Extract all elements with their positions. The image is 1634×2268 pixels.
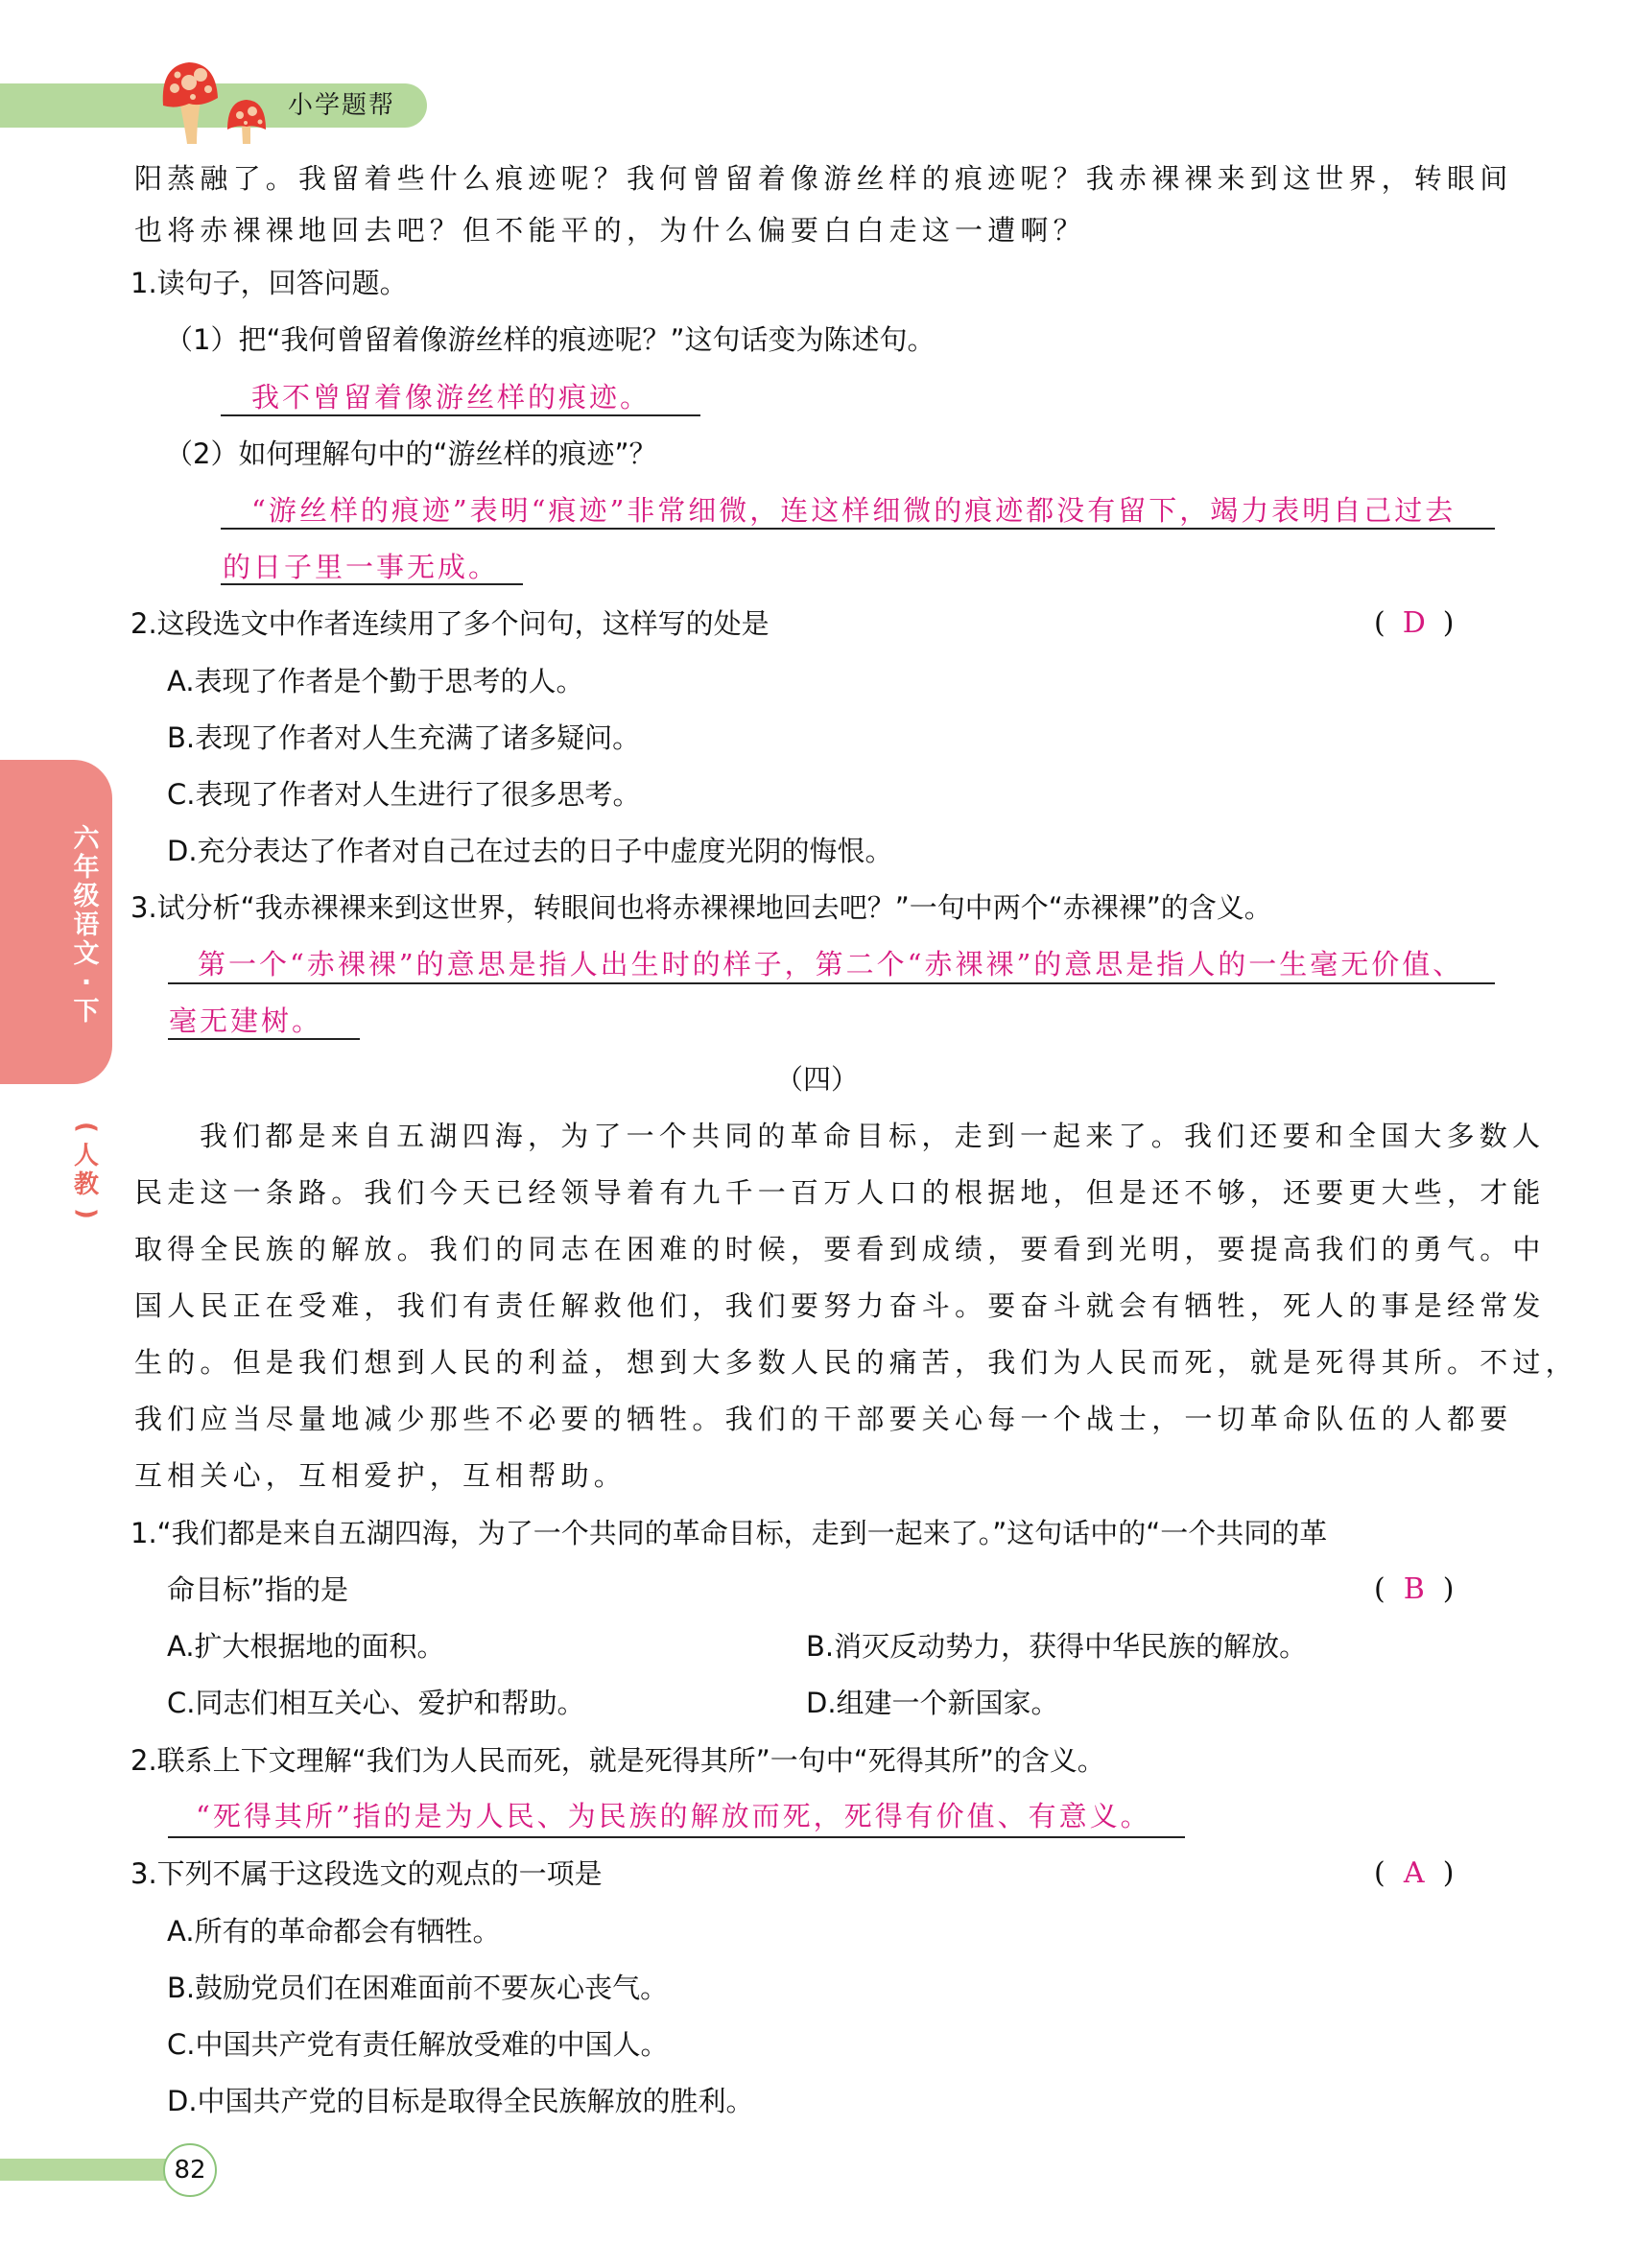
brand-title: 小学题帮 [288, 91, 396, 120]
passage-line: 也将赤裸裸地回去吧？但不能平的，为什么偏要白白走这一遭啊？ [134, 214, 1086, 247]
question-1-stem: 1.“我们都是来自五湖四海，为了一个共同的革命目标，走到一起来了。”这句话中的“一个共同的革 [130, 1517, 1328, 1549]
question-1-sub2-stem: （2）如何理解句中的“游丝样的痕迹”？ [165, 437, 657, 470]
grade-char: 文 [73, 939, 100, 969]
option: B.表现了作者对人生充满了诸多疑问。 [167, 721, 641, 754]
answer-text: 毫无建树。 [169, 1004, 323, 1037]
section-heading: （四） [775, 1063, 860, 1096]
choice-answer: A [1403, 1856, 1425, 1890]
answer-underline [221, 583, 523, 585]
grade-char: 下 [73, 997, 100, 1027]
passage-line: 互相关心，互相爱护，互相帮助。 [134, 1459, 628, 1492]
answer-text: “游丝样的痕迹”表明“痕迹”非常细微，连这样细微的痕迹都没有留下，竭力表明自己过去 [251, 494, 1456, 527]
footer-bar [0, 2159, 173, 2181]
question-2-stem: 2.这段选文中作者连续用了多个问句，这样写的处是 [130, 607, 770, 640]
option: C.表现了作者对人生进行了很多思考。 [167, 778, 641, 811]
passage-line: 阳蒸融了。我留着些什么痕迹呢？我何曾留着像游丝样的痕迹呢？我赤裸裸来到这世界，转眼间 [134, 162, 1513, 195]
option: D.组建一个新国家。 [806, 1687, 1059, 1719]
question-3-stem: 3.试分析“我赤裸裸来到这世界，转眼间也将赤裸裸地回去吧？”一句中两个“赤裸裸”的含义。 [130, 891, 1272, 924]
answer-bracket: ( A ) [1374, 1855, 1454, 1893]
option: B.鼓励党员们在困难面前不要灰心丧气。 [167, 1972, 669, 2004]
option: B.消灭反动势力，获得中华民族的解放。 [806, 1630, 1308, 1663]
page-number: 82 [163, 2143, 217, 2197]
option: C.中国共产党有责任解放受难的中国人。 [167, 2028, 669, 2061]
option: D.充分表达了作者对自己在过去的日子中虚度光阴的悔恨。 [167, 835, 893, 867]
option: A.扩大根据地的面积。 [167, 1630, 445, 1663]
paren-close: ) [72, 1208, 101, 1219]
grade-label [67, 825, 106, 1027]
publisher-label [67, 1113, 106, 1228]
question-2-stem: 2.联系上下文理解“我们为人民而死，就是死得其所”一句中“死得其所”的含义。 [130, 1744, 1105, 1777]
grade-char: 年 [73, 853, 100, 883]
option: D.中国共产党的目标是取得全民族解放的胜利。 [167, 2085, 754, 2117]
answer-bracket: ( B ) [1374, 1571, 1454, 1609]
choice-answer: B [1403, 1572, 1425, 1606]
question-1-stem: 命目标”指的是 [167, 1573, 349, 1606]
passage-line: 民走这一条路。我们今天已经领导着有九千一百万人口的根据地，但是还不够，还要更大些，才能 [134, 1176, 1546, 1209]
answer-text: 的日子里一事无成。 [223, 551, 500, 583]
option: A.所有的革命都会有牺牲。 [167, 1915, 501, 1948]
question-1-stem: 1.读句子，回答问题。 [130, 267, 408, 299]
passage-line: 取得全民族的解放。我们的同志在困难的时候，要看到成绩，要看到光明，要提高我们的勇气。中 [134, 1233, 1546, 1265]
mushroom-logo-icon [158, 58, 283, 149]
grade-char: · [81, 968, 92, 998]
passage-line: 我们应当尽量地减少那些不必要的牺牲。我们的干部要关心每一个战士，一切革命队伍的人都要 [134, 1403, 1513, 1435]
option: C.同志们相互关心、爱护和帮助。 [167, 1687, 585, 1719]
answer-text: 我不曾留着像游丝样的痕迹。 [251, 381, 651, 413]
passage-line: 国人民正在受难，我们有责任解救他们，我们要努力奋斗。要奋斗就会有牺牲，死人的事是经常发 [134, 1289, 1546, 1322]
question-1-sub1-stem: （1）把“我何曾留着像游丝样的痕迹呢？”这句话变为陈述句。 [165, 323, 935, 356]
answer-bracket: ( D ) [1374, 604, 1454, 643]
passage-line: 我们都是来自五湖四海，为了一个共同的革命目标，走到一起来了。我们还要和全国大多数人 [200, 1120, 1546, 1152]
grade-char: 六 [73, 824, 100, 854]
grade-char: 语 [73, 910, 100, 940]
answer-text: “死得其所”指的是为人民、为民族的解放而死，死得有价值、有意义。 [196, 1800, 1151, 1832]
answer-underline [168, 1038, 360, 1040]
question-3-stem: 3.下列不属于这段选文的观点的一项是 [130, 1857, 603, 1890]
publisher-char: 教 [73, 1170, 99, 1199]
choice-answer: D [1402, 606, 1426, 640]
answer-underline [221, 414, 700, 416]
publisher-char: 人 [73, 1142, 99, 1170]
answer-underline [168, 1836, 1185, 1838]
answer-underline [168, 982, 1495, 984]
grade-char: 级 [73, 882, 100, 911]
option: A.表现了作者是个勤于思考的人。 [167, 665, 584, 697]
paren-open: ( [72, 1122, 101, 1133]
answer-text: 第一个“赤裸裸”的意思是指人出生时的样子，第二个“赤裸裸”的意思是指人的一生毫无价值、 [198, 948, 1464, 980]
answer-underline [221, 528, 1495, 530]
passage-line: 生的。但是我们想到人民的利益，想到大多数人民的痛苦，我们为人民而死，就是死得其所。不过， [134, 1346, 1578, 1379]
